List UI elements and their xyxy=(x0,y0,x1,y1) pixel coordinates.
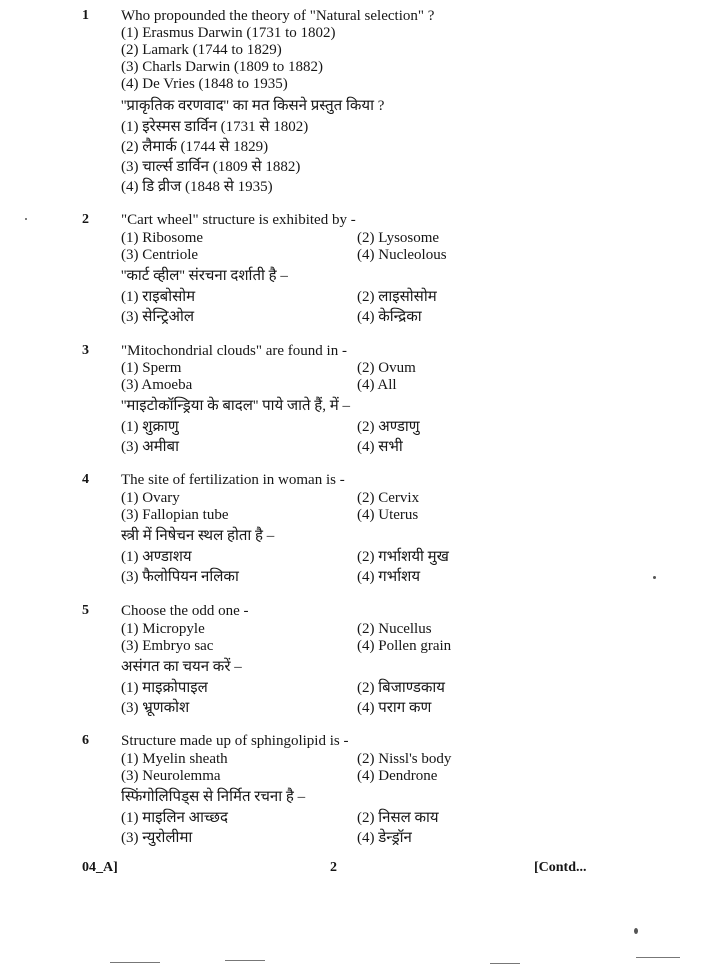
option-hi-2: (2) लाइसोसोम xyxy=(357,289,437,305)
option-en-1: (1) Micropyle xyxy=(121,621,205,637)
question-number: 5 xyxy=(82,603,89,618)
question-number: 2 xyxy=(82,212,89,227)
option-en-4: (4) Dendrone xyxy=(357,768,438,784)
option-hi-1: (1) शुक्राणु xyxy=(121,419,179,435)
option-en-2: (2) Nucellus xyxy=(357,621,432,637)
option-hi-3: (3) अमीबा xyxy=(121,439,180,455)
question-number: 3 xyxy=(82,343,89,358)
continued-marker: [Contd... xyxy=(534,860,587,875)
option-en-3: (3) Charls Darwin (1809 to 1882) xyxy=(121,59,324,75)
option-en-4: (4) All xyxy=(357,377,397,393)
question-text-en: Who propounded the theory of "Natural selection" ? xyxy=(121,8,435,24)
option-en-3: (3) Amoeba xyxy=(121,377,193,393)
option-hi-4: (4) सभी xyxy=(357,439,403,455)
scan-smudge xyxy=(490,963,520,964)
option-hi-4: (4) गर्भाशय xyxy=(357,569,421,585)
option-hi-1: (1) माइलिन आच्छद xyxy=(121,810,228,826)
option-hi-3: (3) सेन्ट्रिओल xyxy=(121,309,195,325)
scan-smudge xyxy=(225,960,265,961)
option-en-3: (3) Fallopian tube xyxy=(121,507,229,523)
option-hi-4: (4) केन्द्रिका xyxy=(357,309,422,325)
option-hi-4: (4) डेन्ड्रॉन xyxy=(357,830,412,846)
option-hi-4: (4) पराग कण xyxy=(357,700,432,716)
option-hi-1: (1) माइक्रोपाइल xyxy=(121,680,208,696)
option-en-1: (1) Ovary xyxy=(121,490,180,506)
option-en-2: (2) Cervix xyxy=(357,490,420,506)
option-hi-3: (3) चार्ल्स डार्विन (1809 से 1882) xyxy=(121,159,301,175)
option-en-3: (3) Centriole xyxy=(121,247,199,263)
option-en-2: (2) Nissl's body xyxy=(357,751,452,767)
option-en-1: (1) Sperm xyxy=(121,360,182,376)
option-en-1: (1) Ribosome xyxy=(121,230,204,246)
question-number: 6 xyxy=(82,733,89,748)
question-text-hi: ''माइटोकॉन्ड्रिया के बादल'' पाये जाते हैं, में – xyxy=(121,398,350,414)
option-hi-2: (2) निसल काय xyxy=(357,810,439,826)
question-text-en: The site of fertilization in woman is - xyxy=(121,472,345,488)
option-hi-1: (1) अण्डाशय xyxy=(121,549,192,565)
paper-code: 04_A] xyxy=(82,860,118,875)
option-en-1: (1) Erasmus Darwin (1731 to 1802) xyxy=(121,25,336,41)
question-number: 4 xyxy=(82,472,89,487)
option-hi-4: (4) डि व्रीज (1848 से 1935) xyxy=(121,179,273,195)
option-hi-1: (1) राइबोसोम xyxy=(121,289,196,305)
question-text-hi: ''प्राकृतिक वरणवाद'' का मत किसने प्रस्तुत किया ? xyxy=(121,98,385,114)
option-en-1: (1) Myelin sheath xyxy=(121,751,228,767)
page-number: 2 xyxy=(330,860,337,875)
question-text-hi: ''कार्ट व्हील'' संरचना दर्शाती है – xyxy=(121,268,288,284)
scan-speck xyxy=(653,576,656,579)
question-number: 1 xyxy=(82,8,89,23)
option-en-4: (4) Uterus xyxy=(357,507,419,523)
scan-speck xyxy=(25,218,27,220)
option-en-3: (3) Embryo sac xyxy=(121,638,214,654)
option-hi-2: (2) गर्भाशयी मुख xyxy=(357,549,449,565)
option-en-4: (4) Pollen grain xyxy=(357,638,452,654)
option-en-2: (2) Ovum xyxy=(357,360,416,376)
scan-speck xyxy=(634,928,638,934)
option-en-2: (2) Lamark (1744 to 1829) xyxy=(121,42,282,58)
option-hi-3: (3) न्युरोलीमा xyxy=(121,830,193,846)
option-hi-2: (2) लैमार्क (1744 से 1829) xyxy=(121,139,269,155)
option-hi-3: (3) भ्रूणकोश xyxy=(121,700,190,716)
question-text-hi: स्त्री में निषेचन स्थल होता है – xyxy=(121,528,275,544)
option-en-4: (4) Nucleolous xyxy=(357,247,447,263)
option-hi-2: (2) बिजाण्डकाय xyxy=(357,680,445,696)
question-text-en: "Mitochondrial clouds" are found in - xyxy=(121,343,347,359)
question-text-hi: असंगत का चयन करें – xyxy=(121,659,242,675)
scan-smudge xyxy=(110,962,160,963)
question-text-en: Structure made up of sphingolipid is - xyxy=(121,733,349,749)
option-en-2: (2) Lysosome xyxy=(357,230,440,246)
option-hi-1: (1) इरेस्मस डार्विन (1731 से 1802) xyxy=(121,119,309,135)
option-hi-2: (2) अण्डाणु xyxy=(357,419,420,435)
option-en-3: (3) Neurolemma xyxy=(121,768,221,784)
question-text-hi: स्फिंगोलिपिड्स से निर्मित रचना है – xyxy=(121,789,306,805)
option-hi-3: (3) फैलोपियन नलिका xyxy=(121,569,239,585)
scan-smudge xyxy=(636,957,680,958)
question-text-en: "Cart wheel" structure is exhibited by - xyxy=(121,212,356,228)
option-en-4: (4) De Vries (1848 to 1935) xyxy=(121,76,288,92)
question-text-en: Choose the odd one - xyxy=(121,603,249,619)
